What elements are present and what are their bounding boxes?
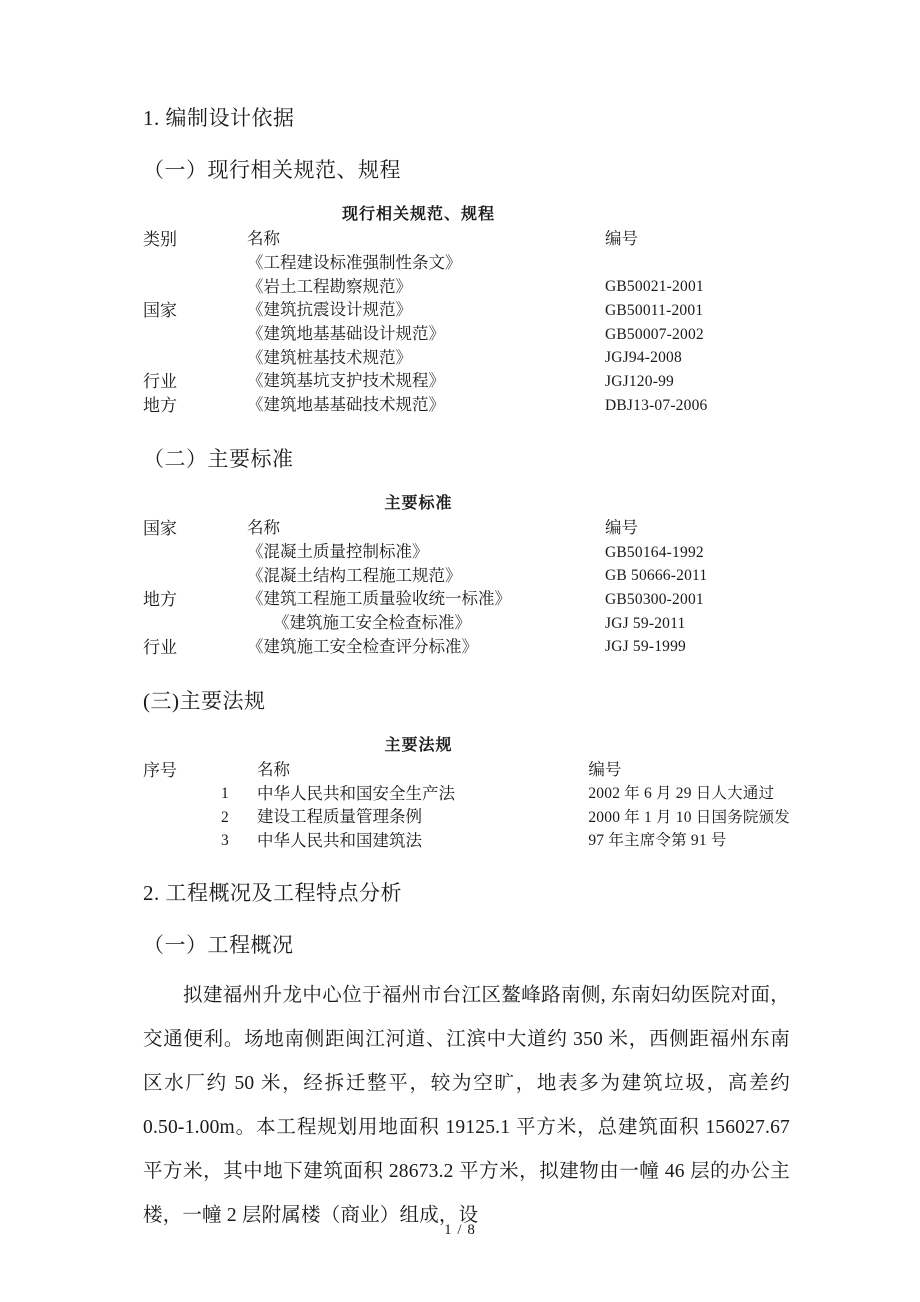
page-indicator: 1 / 8 (444, 1222, 476, 1238)
table-specs-caption: 现行相关规范、规程 (341, 206, 495, 223)
table-row (143, 370, 790, 394)
row-number: GB50007-2002 (605, 325, 704, 343)
row-name: 《混凝土质量控制标准》 (247, 542, 429, 561)
table-row (143, 276, 790, 300)
row-number (605, 252, 790, 276)
row-name: 《建筑基坑支护技术规程》 (247, 371, 445, 391)
subsection-1-1-heading: （一）现行相关规范、规程 (143, 158, 401, 182)
row-category (143, 347, 229, 371)
table-row (143, 394, 790, 418)
row-name: 中华人民共和国建筑法 (257, 830, 422, 850)
row-number: 97 年主席令第 91 号 (588, 832, 727, 849)
row-name: 《建筑抗震设计规范》 (247, 300, 412, 320)
row-number: JGJ 59-2011 (605, 614, 686, 632)
row-name: 《岩土工程勘察规范》 (247, 276, 412, 296)
row-name: 《建筑施工安全检查评分标准》 (247, 636, 478, 656)
table-row (143, 806, 790, 830)
table-standards-caption: 主要标准 (384, 495, 453, 512)
row-name: 《建筑地基基础技术规范》 (247, 395, 445, 415)
section-2-heading: 2. 工程概况及工程特点分析 (143, 881, 402, 905)
page-footer (0, 1222, 920, 1239)
row-seq: 3 (221, 832, 229, 849)
row-category: 地方 (143, 396, 177, 415)
row-name: 《建筑地基基础设计规范》 (247, 324, 445, 343)
row-category (143, 276, 229, 300)
table-specs (143, 228, 790, 418)
row-category (143, 565, 229, 589)
table-row (143, 612, 790, 636)
column-header-seq: 序号 (143, 760, 177, 780)
subsection-1-3 (143, 688, 790, 713)
column-header-name: 名称 (257, 759, 290, 779)
row-category: 国家 (143, 301, 177, 320)
row-name: 《建筑桩基技术规范》 (247, 347, 412, 367)
column-header-number: 编号 (588, 759, 622, 779)
subsection-1-3-heading: (三)主要法规 (143, 688, 266, 713)
row-number: JGJ120-99 (605, 372, 674, 390)
table-laws-caption: 主要法规 (384, 736, 453, 754)
table-laws-block (143, 732, 790, 854)
section-1-heading: 1. 编制设计依据 (143, 106, 295, 130)
subsection-2-1 (143, 935, 790, 956)
table-specs-block (143, 201, 790, 418)
table-row (143, 636, 790, 660)
table-row (143, 830, 790, 854)
column-header-name: 名称 (247, 229, 280, 249)
row-name: 建设工程质量管理条例 (257, 807, 422, 826)
row-number: GB50300-2001 (605, 590, 704, 608)
row-number: 2000 年 1 月 10 日国务院颁发 (588, 808, 790, 826)
row-category (143, 252, 229, 276)
table-laws (143, 759, 790, 854)
table-row (143, 541, 790, 565)
table-standards-block (143, 490, 790, 660)
table-row (143, 783, 790, 807)
row-name: 《混凝土结构工程施工规范》 (247, 565, 462, 585)
row-number: DBJ13-07-2006 (605, 396, 708, 414)
column-header-number: 编号 (605, 229, 638, 249)
table-header-row (143, 759, 790, 783)
row-number: 2002 年 6 月 29 日人大通过 (588, 785, 775, 802)
row-number: GB50021-2001 (605, 278, 704, 295)
column-header-number: 编号 (605, 518, 638, 538)
row-name: 《建筑施工安全检查标准》 (273, 613, 471, 632)
column-header-category: 类别 (143, 230, 177, 249)
row-number: JGJ 59-1999 (605, 638, 686, 656)
row-number: GB 50666-2011 (605, 567, 708, 584)
row-seq: 1 (221, 785, 229, 802)
column-header-name: 名称 (247, 518, 280, 538)
row-number: GB50011-2001 (605, 301, 704, 319)
row-number: GB50164-1992 (605, 543, 704, 561)
column-header-category: 国家 (143, 519, 177, 538)
row-category (143, 323, 229, 347)
row-category: 地方 (143, 590, 177, 609)
row-name: 中华人民共和国安全生产法 (257, 783, 455, 803)
subsection-1-2-heading: （二）主要标准 (143, 447, 294, 471)
row-name: 《工程建设标准强制性条文》 (247, 253, 462, 272)
table-row (143, 588, 790, 612)
subsection-1-1 (143, 160, 790, 181)
table-row (143, 565, 790, 589)
row-seq: 2 (221, 808, 229, 826)
table-standards (143, 517, 790, 660)
row-category (143, 541, 229, 565)
table-header-row (143, 517, 790, 541)
table-row (143, 252, 790, 276)
row-category: 行业 (143, 372, 177, 391)
subsection-2-1-heading: （一）工程概况 (143, 933, 294, 957)
table-row (143, 299, 790, 323)
row-name: 《建筑工程施工质量验收统一标准》 (247, 589, 511, 609)
table-header-row (143, 228, 790, 252)
table-row (143, 347, 790, 371)
section-2 (143, 883, 790, 904)
row-number: JGJ94-2008 (605, 349, 682, 366)
subsection-1-2 (143, 449, 790, 470)
row-category: 行业 (143, 637, 177, 657)
overview-paragraph: 拟建福州升龙中心位于福州市台江区鳌峰路南侧, 东南妇幼医院对面，交通便利。场地南侧距闽江河道、江滨中大道约 350 米，西侧距福州东南区水厂约 50 米，经拆迁整平，较为空旷，地表多为建筑垃圾，高差约 0.50-1.00m。本工程规划用地面积 19125.1 平方米，总建筑面积 156027.67 平方米，其中地下建筑面积 28673.2 平方米，拟建物由一幢 46 层的办公主楼，一幢 2 层附属楼（商业）组成，设 (143, 985, 790, 1226)
row-category (143, 612, 229, 636)
section-1 (143, 108, 790, 129)
table-row (143, 323, 790, 347)
